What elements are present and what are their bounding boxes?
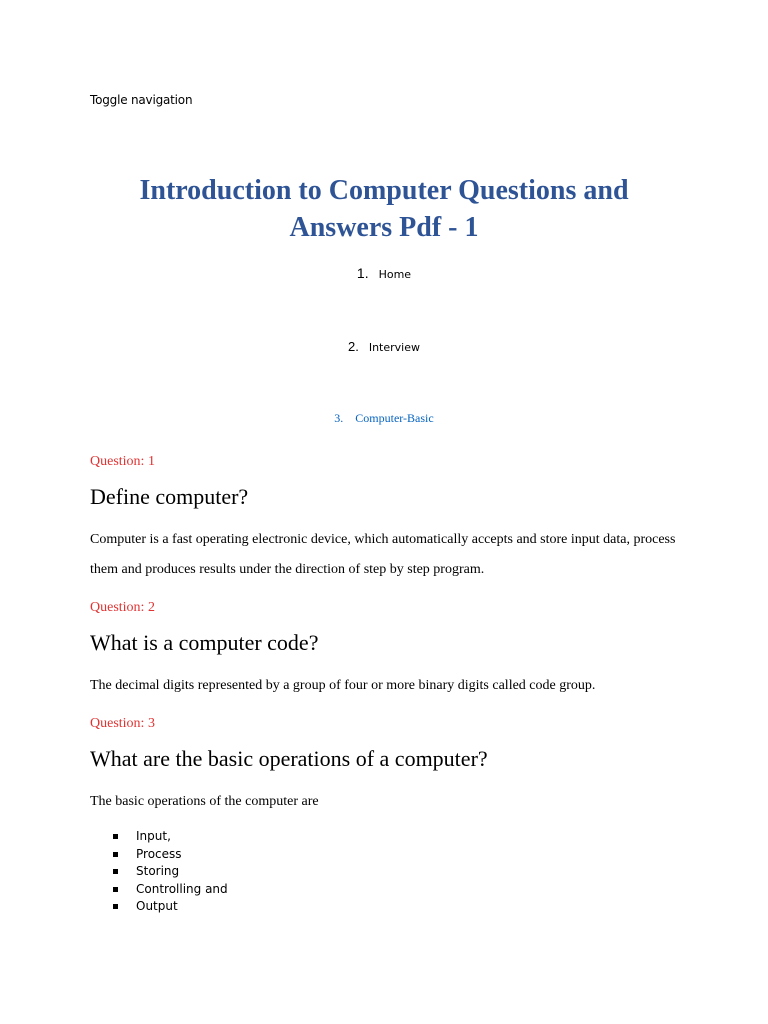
bullet-square-icon: [113, 887, 118, 892]
breadcrumb-number: 1.: [356, 265, 369, 281]
list-item-text: Storing: [136, 864, 180, 879]
list-item: [110, 828, 228, 846]
breadcrumb-item-home[interactable]: [0, 265, 768, 283]
question-answer: The basic operations of the computer are: [90, 794, 319, 809]
page-title-line-1: Introduction to Computer Questions and: [139, 175, 629, 206]
breadcrumb-item-computer-basic[interactable]: [0, 409, 768, 427]
breadcrumb-label[interactable]: Computer-Basic: [355, 411, 434, 425]
breadcrumb-number: 2.: [348, 339, 359, 354]
question-title: What is a computer code?: [90, 630, 319, 655]
toggle-navigation-button[interactable]: Toggle navigation: [90, 93, 193, 107]
question-label: Question: 2: [90, 600, 155, 615]
bullet-square-icon: [113, 834, 118, 839]
operations-list: [110, 828, 228, 916]
page-title: [0, 172, 768, 246]
question-title: Define computer?: [90, 484, 249, 509]
page-title-line-2: Answers Pdf - 1: [289, 212, 479, 243]
question-answer: Computer is a fast operating electronic device, which automatically accepts and store input data, process them and produces results under the direction of step by step program.: [90, 532, 676, 577]
list-item: [110, 881, 228, 899]
bullet-square-icon: [113, 904, 118, 909]
bullet-square-icon: [113, 869, 118, 874]
list-item-text: Input,: [136, 829, 171, 843]
list-item-text: Controlling and: [136, 881, 228, 896]
list-item: [110, 846, 228, 864]
list-item-text: Output: [136, 899, 178, 914]
breadcrumb-item-interview[interactable]: [0, 338, 768, 356]
list-item-text: Process: [136, 846, 182, 861]
list-item: [110, 863, 228, 881]
breadcrumb-number: 3.: [334, 411, 344, 425]
question-answer: The decimal digits represented by a group of four or more binary digits called code group.: [90, 678, 596, 693]
breadcrumb-label[interactable]: Home: [378, 268, 412, 281]
question-label: Question: 3: [90, 716, 155, 731]
bullet-square-icon: [113, 852, 118, 857]
list-item: [110, 898, 228, 916]
question-label: Question: 1: [90, 454, 155, 469]
question-title: What are the basic operations of a computer?: [90, 746, 488, 771]
breadcrumb-label[interactable]: Interview: [368, 341, 420, 354]
